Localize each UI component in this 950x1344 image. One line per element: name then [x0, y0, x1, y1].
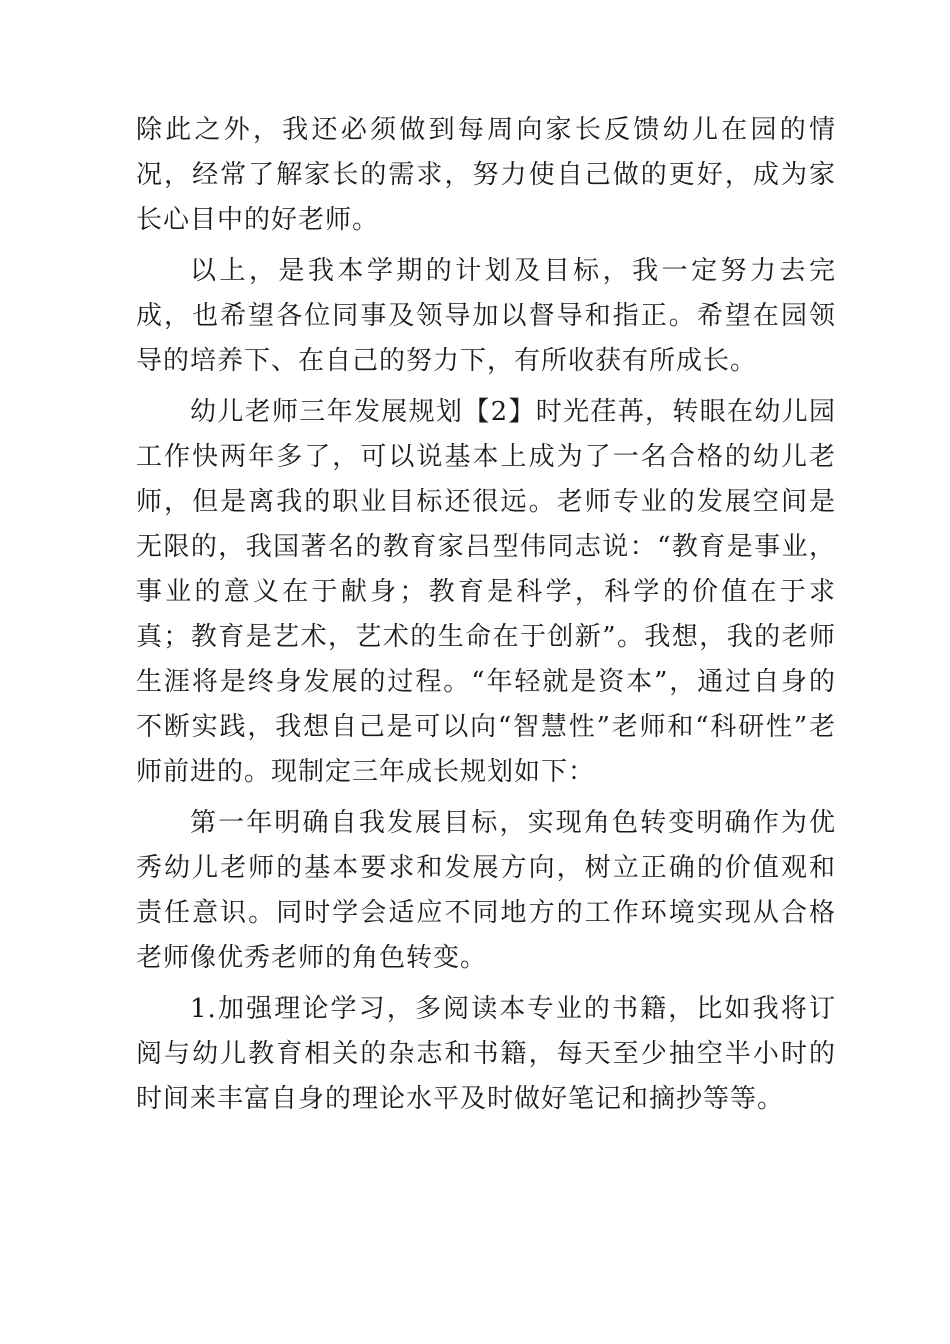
paragraph-4: 第一年明确自我发展目标，实现角色转变明确作为优秀幼儿老师的基本要求和发展方向，树立正确的价值观和责任意识。同时学会适应不同地方的工作环境实现从合格老师像优秀老师的角色转变。 — [136, 808, 836, 973]
paragraph-2: 以上，是我本学期的计划及目标，我一定努力去完成，也希望各位同事及领导加以督导和指正。希望在园领导的培养下、在自己的努力下，有所收获有所成长。 — [136, 256, 836, 376]
paragraph-1: 除此之外，我还必须做到每周向家长反馈幼儿在园的情况，经常了解家长的需求，努力使自己做的更好，成为家长心目中的好老师。 — [136, 115, 836, 235]
paragraph-5: 1.加强理论学习，多阅读本专业的书籍，比如我将订阅与幼儿教育相关的杂志和书籍，每天至少抽空半小时的时间来丰富自身的理论水平及时做好笔记和摘抄等等。 — [136, 994, 836, 1114]
paragraph-3: 幼儿老师三年发展规划【2】时光荏苒，转眼在幼儿园工作快两年多了，可以说基本上成为了一名合格的幼儿老师，但是离我的职业目标还很远。老师专业的发展空间是无限的，我国著名的教育家吕型伟同志说：“教育是事业，事业的意义在于献身；教育是科学，科学的价值在于求真；教育是艺术，艺术的生命在于创新”。我想，我的老师生涯将是终身发展的过程。“年轻就是资本”，通过自身的不断实践，我想自己是可以向“智慧性”老师和“科研性”老师前进的。现制定三年成长规划如下： — [136, 397, 836, 787]
document-body — [136, 108, 836, 1122]
